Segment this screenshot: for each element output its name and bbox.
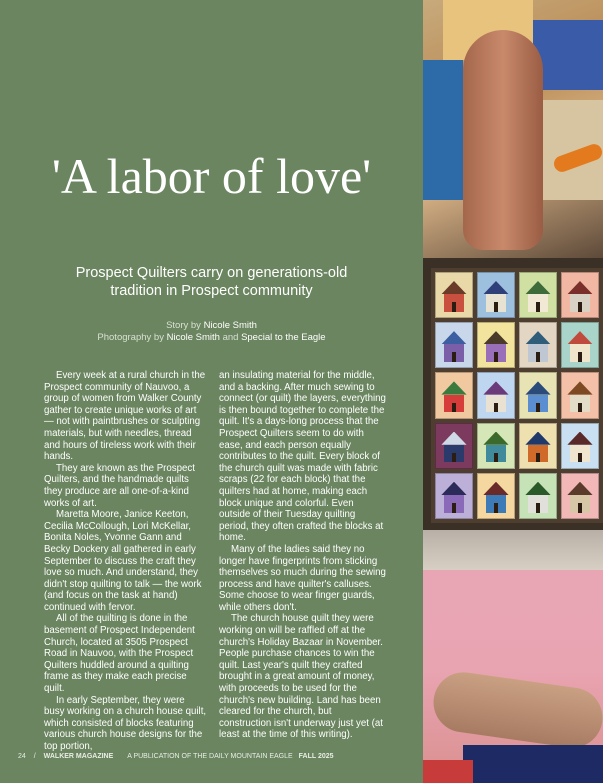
and-label: and: [222, 332, 239, 343]
footer-separator: /: [33, 753, 36, 760]
page-footer: [18, 752, 334, 762]
quilt-church-block: [435, 423, 473, 469]
fabric-piece: [423, 60, 463, 200]
church-roof-shape: [525, 381, 550, 394]
church-door-shape: [536, 503, 540, 513]
arm-shape: [430, 668, 603, 751]
church-door-shape: [452, 453, 456, 463]
church-door-shape: [494, 503, 498, 513]
issue-label: FALL 2025: [298, 753, 334, 760]
church-roof-shape: [483, 281, 508, 294]
body-paragraph: Many of the ladies said they no longer have fingerprints from sticking themselves so much during the sewing process and have quilter's calluses. Some choose to wear finger guards, while others don't.: [219, 543, 386, 613]
church-door-shape: [578, 352, 582, 362]
story-credit-line: [0, 320, 423, 332]
photo-quilter-sewing: [423, 530, 603, 783]
quilt-fabric-shape: [423, 760, 473, 783]
photo-source: Special to the Eagle: [241, 332, 326, 343]
photo-credit-line: [0, 332, 423, 344]
hair-shape: [423, 530, 603, 570]
fabric-piece: [533, 20, 603, 90]
quilt-church-block: [561, 423, 599, 469]
church-roof-shape: [441, 432, 466, 445]
body-paragraph: Every week at a rural church in the Prospect community of Nauvoo, a group of women from Walker County gather to create unique works of art — not with paintbrushes or sculpting materials, but with needles, thread and hours of tireless work with their hands.: [44, 370, 206, 463]
church-door-shape: [536, 403, 540, 413]
quilt-church-block: [561, 473, 599, 519]
church-roof-shape: [567, 331, 592, 344]
church-roof-shape: [567, 482, 592, 495]
church-roof-shape: [567, 381, 592, 394]
story-label: Story by: [166, 320, 201, 331]
church-roof-shape: [525, 331, 550, 344]
article-subtitle: Prospect Quilters carry on generations-old tradition in Prospect community: [75, 265, 348, 299]
church-roof-shape: [483, 482, 508, 495]
church-roof-shape: [441, 482, 466, 495]
church-roof-shape: [441, 381, 466, 394]
church-door-shape: [536, 453, 540, 463]
church-door-shape: [494, 453, 498, 463]
quilt-church-block: [519, 372, 557, 418]
story-author: Nicole Smith: [203, 320, 257, 331]
quilt-block-grid: [431, 268, 603, 523]
church-door-shape: [452, 403, 456, 413]
quilt-church-block: [477, 372, 515, 418]
body-paragraph: They are known as the Prospect Quilters, and the handmade quilts they produce are all one-of-a-kind works of art.: [44, 462, 195, 509]
church-door-shape: [494, 352, 498, 362]
page-number: 24: [18, 753, 26, 760]
photo-strip: [423, 0, 603, 783]
hand-shape: [463, 30, 543, 250]
church-roof-shape: [525, 432, 550, 445]
church-roof-shape: [567, 281, 592, 294]
photo-label: Photography by: [97, 332, 164, 343]
church-door-shape: [452, 302, 456, 312]
church-roof-shape: [525, 281, 550, 294]
body-paragraph: In early September, they were busy working on a church house quilt, which consisted of blocks featuring various church house designs for the top portion,: [44, 694, 207, 752]
church-roof-shape: [567, 432, 592, 445]
church-roof-shape: [441, 331, 466, 344]
quilt-church-block: [519, 423, 557, 469]
church-roof-shape: [483, 381, 508, 394]
quilt-church-block: [477, 322, 515, 368]
quilt-fabric-shape: [463, 745, 603, 783]
quilt-church-block: [561, 322, 599, 368]
photo-hands-cutting-fabric: [423, 0, 603, 258]
quilt-church-block: [477, 423, 515, 469]
magazine-name: WALKER MAGAZINE: [43, 753, 114, 760]
quilt-church-block: [561, 372, 599, 418]
quilt-church-block: [435, 272, 473, 318]
church-door-shape: [452, 352, 456, 362]
church-door-shape: [536, 352, 540, 362]
quilt-church-block: [519, 473, 557, 519]
quilt-church-block: [435, 322, 473, 368]
body-paragraph-continued: an insulating material for the middle, and a backing. After much sewing to connect (or quilt) the layers, everything is then bound together to complete the quilt. It's a days-long process that the Prospect Quilters seem to do with ease, and each person equally contributes to the quilt. Every block of the church quilt was made with fabric scraps (22 for each block) that the quilters had at home, making each block unique and colorful. Even outside of their Tuesday quilting period, they often crafted the blocks at home.: [219, 370, 386, 544]
church-door-shape: [578, 453, 582, 463]
quilt-church-block: [477, 473, 515, 519]
church-door-shape: [452, 503, 456, 513]
church-roof-shape: [525, 482, 550, 495]
article-column-2: [219, 370, 386, 741]
church-door-shape: [494, 302, 498, 312]
body-paragraph: Maretta Moore, Janice Keeton, Cecilia McCollough, Lori McKellar, Bonita Noles, Yvonne Gann and Becky Dockery all gathered in early September to discuss the craft they love so much. And understand, they didn't stop quilting to talk — the work (and focus on the task at hand) continued with fervor.: [44, 509, 202, 613]
church-door-shape: [494, 403, 498, 413]
church-door-shape: [578, 503, 582, 513]
church-roof-shape: [441, 281, 466, 294]
article-credits: [0, 320, 423, 344]
quilt-church-block: [561, 272, 599, 318]
quilt-church-block: [435, 473, 473, 519]
church-roof-shape: [483, 432, 508, 445]
quilt-church-block: [435, 372, 473, 418]
quilt-church-block: [519, 272, 557, 318]
quilt-church-block: [477, 272, 515, 318]
body-paragraph: The church house quilt they were working on will be raffled off at the church's Holiday Bazaar in November. People purchase chances to win the quilt. Last year's quilt they crafted brought in a great amount of money, with proceeds to be used for the church's new building. Land has been cleared for the church, but construction isn't underway just yet (at least at the time of this writing).: [219, 613, 383, 741]
church-door-shape: [536, 302, 540, 312]
church-door-shape: [578, 302, 582, 312]
article-title: 'A labor of love': [51, 148, 372, 204]
article-column-1: [44, 370, 207, 753]
body-paragraph: All of the quilting is done in the basement of Prospect Independent Church, located at 3505 Prospect Road in Nauvoo, with the Prospect Quilters huddled around a quilting frame as they make each precise quilt.: [44, 613, 195, 695]
photo-church-house-quilt: [423, 258, 603, 530]
quilt-church-block: [519, 322, 557, 368]
church-door-shape: [578, 403, 582, 413]
photo-author: Nicole Smith: [166, 332, 220, 343]
publication-line: A PUBLICATION OF THE DAILY MOUNTAIN EAGLE: [127, 753, 293, 760]
church-roof-shape: [483, 331, 508, 344]
